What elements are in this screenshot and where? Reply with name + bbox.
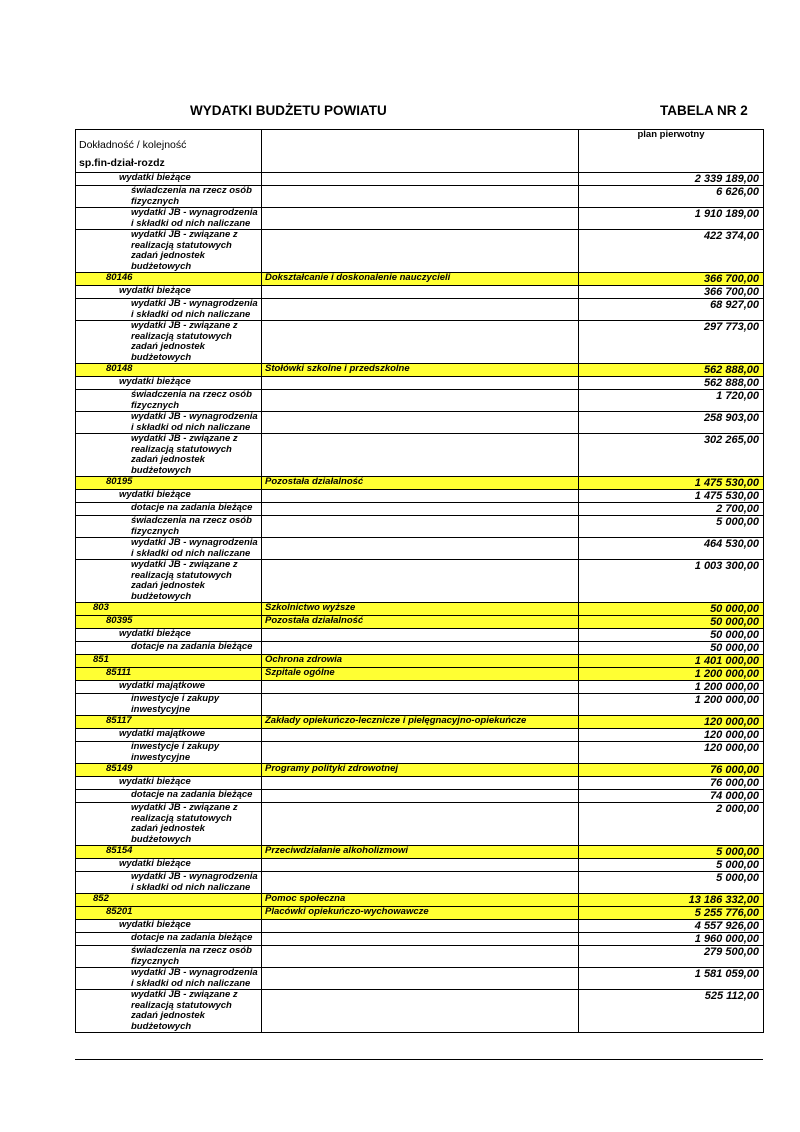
table-row-item (76, 173, 764, 186)
cell-classification (76, 777, 262, 790)
table-row-item (76, 208, 764, 230)
cell-amount: 1 003 300,00 (579, 560, 764, 603)
cell-description: Pozostała działalność (262, 477, 579, 490)
cell-description (262, 390, 579, 412)
cell-description (262, 790, 579, 803)
cell-classification (76, 933, 262, 946)
cell-description (262, 503, 579, 516)
cell-amount: 525 112,00 (579, 990, 764, 1033)
cell-amount: 5 000,00 (579, 872, 764, 894)
cell-classification (76, 477, 262, 490)
cell-amount: 1 401 000,00 (579, 655, 764, 668)
cell-description (262, 872, 579, 894)
cell-amount: 2 700,00 (579, 503, 764, 516)
cell-description (262, 742, 579, 764)
classification-label: 852 (93, 893, 109, 904)
cell-description: Placówki opiekuńczo-wychowawcze (262, 907, 579, 920)
cell-classification (76, 230, 262, 273)
table-row-item (76, 434, 764, 477)
classification-label: 85154 (106, 845, 133, 856)
classification-label: wydatki JB - związane z realizacją statutowych zadań jednostek budżetowych (131, 320, 238, 363)
classification-label: wydatki JB - związane z realizacją statutowych zadań jednostek budżetowych (131, 433, 238, 476)
classification-label: dotacje na zadania bieżące (131, 641, 253, 652)
table-row-item (76, 230, 764, 273)
cell-classification (76, 186, 262, 208)
cell-classification (76, 920, 262, 933)
classification-label: dotacje na zadania bieżące (131, 502, 253, 513)
classification-label: świadczenia na rzecz osób fizycznych (131, 389, 252, 411)
classification-label: wydatki JB - związane z realizacją statutowych zadań jednostek budżetowych (131, 989, 238, 1032)
cell-amount: 50 000,00 (579, 629, 764, 642)
table-row-item (76, 377, 764, 390)
classification-label: wydatki bieżące (119, 172, 191, 183)
table-row-code (76, 668, 764, 681)
classification-label: 80146 (106, 272, 133, 283)
table-row-item (76, 803, 764, 846)
cell-amount: 366 700,00 (579, 273, 764, 286)
cell-amount: 120 000,00 (579, 742, 764, 764)
cell-description (262, 299, 579, 321)
cell-amount: 76 000,00 (579, 764, 764, 777)
table-row-item (76, 920, 764, 933)
cell-description (262, 933, 579, 946)
cell-description: Dokształcanie i doskonalenie nauczycieli (262, 273, 579, 286)
table-row-item (76, 321, 764, 364)
cell-amount: 366 700,00 (579, 286, 764, 299)
table-row-item (76, 286, 764, 299)
cell-classification (76, 694, 262, 716)
classification-label: wydatki JB - wynagrodzenia i składki od nich naliczane (131, 871, 258, 893)
cell-amount: 1 960 000,00 (579, 933, 764, 946)
classification-label: 80148 (106, 363, 133, 374)
cell-amount: 302 265,00 (579, 434, 764, 477)
cell-amount: 1 720,00 (579, 390, 764, 412)
cell-amount: 1 910 189,00 (579, 208, 764, 230)
cell-description (262, 412, 579, 434)
cell-description (262, 777, 579, 790)
classification-label: 803 (93, 602, 109, 613)
table-row-code (76, 716, 764, 729)
cell-classification (76, 412, 262, 434)
cell-classification (76, 390, 262, 412)
cell-description (262, 694, 579, 716)
cell-classification (76, 321, 262, 364)
cell-amount: 4 557 926,00 (579, 920, 764, 933)
cell-description (262, 377, 579, 390)
cell-description (262, 490, 579, 503)
cell-amount: 422 374,00 (579, 230, 764, 273)
cell-classification (76, 742, 262, 764)
cell-amount: 50 000,00 (579, 603, 764, 616)
classification-label: dotacje na zadania bieżące (131, 932, 253, 943)
cell-description (262, 286, 579, 299)
cell-amount: 5 000,00 (579, 859, 764, 872)
cell-amount: 2 339 189,00 (579, 173, 764, 186)
cell-description: Pomoc społeczna (262, 894, 579, 907)
classification-label: 85111 (106, 667, 132, 678)
classification-label: wydatki bieżące (119, 858, 191, 869)
classification-label: inwestycje i zakupy inwestycyjne (131, 741, 220, 763)
classification-label: 85149 (106, 763, 133, 774)
classification-label: świadczenia na rzecz osób fizycznych (131, 515, 252, 537)
cell-amount: 1 581 059,00 (579, 968, 764, 990)
cell-amount: 258 903,00 (579, 412, 764, 434)
column-header-plan: plan pierwotny (579, 130, 764, 173)
cell-classification (76, 894, 262, 907)
cell-amount: 2 000,00 (579, 803, 764, 846)
classification-label: 851 (93, 654, 109, 665)
cell-classification (76, 790, 262, 803)
classification-label: 85117 (106, 715, 132, 726)
cell-classification (76, 538, 262, 560)
cell-amount: 1 475 530,00 (579, 477, 764, 490)
cell-description (262, 173, 579, 186)
table-row-code (76, 616, 764, 629)
cell-classification (76, 907, 262, 920)
cell-classification (76, 299, 262, 321)
cell-classification (76, 716, 262, 729)
column-header-description (262, 130, 579, 173)
classification-label: wydatki bieżące (119, 919, 191, 930)
table-row-item (76, 490, 764, 503)
table-row-code (76, 477, 764, 490)
cell-description (262, 629, 579, 642)
table-row-item (76, 872, 764, 894)
cell-classification (76, 655, 262, 668)
cell-description (262, 560, 579, 603)
cell-description (262, 230, 579, 273)
table-row-item (76, 299, 764, 321)
cell-amount: 464 530,00 (579, 538, 764, 560)
cell-amount: 5 000,00 (579, 846, 764, 859)
table-row-item (76, 968, 764, 990)
classification-label: wydatki JB - wynagrodzenia i składki od nich naliczane (131, 298, 258, 320)
cell-classification (76, 872, 262, 894)
cell-classification (76, 729, 262, 742)
table-row-code (76, 907, 764, 920)
table-row-item (76, 694, 764, 716)
cell-description (262, 516, 579, 538)
cell-amount: 5 000,00 (579, 516, 764, 538)
cell-classification (76, 273, 262, 286)
table-header-row (76, 130, 764, 173)
cell-amount: 50 000,00 (579, 616, 764, 629)
cell-classification (76, 629, 262, 642)
cell-description (262, 681, 579, 694)
cell-classification (76, 208, 262, 230)
cell-description (262, 946, 579, 968)
cell-amount: 68 927,00 (579, 299, 764, 321)
table-row-item (76, 742, 764, 764)
table-row-item (76, 729, 764, 742)
table-row-code (76, 655, 764, 668)
cell-description: Przeciwdziałanie alkoholizmowi (262, 846, 579, 859)
classification-label: wydatki JB - wynagrodzenia i składki od nich naliczane (131, 207, 258, 229)
budget-table (75, 129, 764, 1033)
classification-label: wydatki bieżące (119, 489, 191, 500)
table-row-item (76, 186, 764, 208)
table-row-item (76, 516, 764, 538)
cell-amount: 562 888,00 (579, 377, 764, 390)
cell-amount: 76 000,00 (579, 777, 764, 790)
cell-amount: 120 000,00 (579, 716, 764, 729)
classification-label: wydatki JB - wynagrodzenia i składki od nich naliczane (131, 967, 258, 989)
cell-description (262, 803, 579, 846)
classification-label: wydatki JB - wynagrodzenia i składki od nich naliczane (131, 537, 258, 559)
table-row-item (76, 390, 764, 412)
table-body (76, 173, 764, 1033)
cell-description: Stołówki szkolne i przedszkolne (262, 364, 579, 377)
cell-classification (76, 846, 262, 859)
cell-classification (76, 377, 262, 390)
cell-classification (76, 642, 262, 655)
cell-classification (76, 681, 262, 694)
cell-classification (76, 616, 262, 629)
table-row-code (76, 846, 764, 859)
cell-classification (76, 803, 262, 846)
page-title: WYDATKI BUDŻETU POWIATU (190, 103, 387, 118)
cell-description: Pozostała działalność (262, 616, 579, 629)
cell-amount: 1 200 000,00 (579, 681, 764, 694)
cell-amount: 50 000,00 (579, 642, 764, 655)
table-row-item (76, 412, 764, 434)
table-row-item (76, 629, 764, 642)
classification-label: wydatki JB - związane z realizacją statutowych zadań jednostek budżetowych (131, 229, 238, 272)
cell-description (262, 859, 579, 872)
classification-label: wydatki majątkowe (119, 680, 206, 691)
cell-amount: 6 626,00 (579, 186, 764, 208)
classification-label: wydatki bieżące (119, 376, 191, 387)
cell-description: Ochrona zdrowia (262, 655, 579, 668)
classification-label: dotacje na zadania bieżące (131, 789, 253, 800)
table-number: TABELA NR 2 (660, 103, 748, 118)
table-row-item (76, 990, 764, 1033)
header-precision-label: Dokładność / kolejność (79, 139, 187, 151)
cell-classification (76, 364, 262, 377)
cell-classification (76, 173, 262, 186)
header-classification-label: sp.fin-dział-rozdz (79, 156, 165, 169)
cell-classification (76, 968, 262, 990)
table-row-item (76, 946, 764, 968)
cell-description (262, 990, 579, 1033)
classification-label: wydatki majątkowe (119, 728, 206, 739)
cell-description: Szpitale ogólne (262, 668, 579, 681)
cell-amount: 13 186 332,00 (579, 894, 764, 907)
table-row-item (76, 538, 764, 560)
cell-amount: 279 500,00 (579, 946, 764, 968)
table-row-item (76, 503, 764, 516)
cell-description (262, 434, 579, 477)
table-row-code (76, 364, 764, 377)
table-row-item (76, 777, 764, 790)
table-row-code (76, 273, 764, 286)
cell-description (262, 968, 579, 990)
cell-classification (76, 560, 262, 603)
table-row-item (76, 642, 764, 655)
cell-description (262, 538, 579, 560)
cell-description (262, 208, 579, 230)
cell-description (262, 729, 579, 742)
classification-label: świadczenia na rzecz osób fizycznych (131, 945, 252, 967)
cell-amount: 562 888,00 (579, 364, 764, 377)
table-row-code (76, 894, 764, 907)
cell-amount: 1 200 000,00 (579, 668, 764, 681)
classification-label: 80195 (106, 476, 133, 487)
cell-classification (76, 516, 262, 538)
classification-label: wydatki JB - związane z realizacją statutowych zadań jednostek budżetowych (131, 802, 238, 845)
cell-classification (76, 990, 262, 1033)
table-row-item (76, 681, 764, 694)
classification-label: wydatki JB - wynagrodzenia i składki od nich naliczane (131, 411, 258, 433)
cell-description: Programy polityki zdrowotnej (262, 764, 579, 777)
classification-label: inwestycje i zakupy inwestycyjne (131, 693, 220, 715)
cell-description: Szkolnictwo wyższe (262, 603, 579, 616)
classification-label: wydatki bieżące (119, 285, 191, 296)
classification-label: wydatki JB - związane z realizacją statutowych zadań jednostek budżetowych (131, 559, 238, 602)
cell-amount: 5 255 776,00 (579, 907, 764, 920)
classification-label: wydatki bieżące (119, 776, 191, 787)
table-row-code (76, 603, 764, 616)
column-header-code (76, 130, 262, 173)
cell-amount: 120 000,00 (579, 729, 764, 742)
cell-amount: 297 773,00 (579, 321, 764, 364)
cell-amount: 1 200 000,00 (579, 694, 764, 716)
cell-classification (76, 946, 262, 968)
cell-amount: 1 475 530,00 (579, 490, 764, 503)
classification-label: świadczenia na rzecz osób fizycznych (131, 185, 252, 207)
cell-classification (76, 434, 262, 477)
table-row-item (76, 560, 764, 603)
table-row-item (76, 933, 764, 946)
cell-classification (76, 603, 262, 616)
cell-classification (76, 286, 262, 299)
cell-classification (76, 668, 262, 681)
footer-divider (75, 1059, 763, 1060)
cell-classification (76, 859, 262, 872)
cell-amount: 74 000,00 (579, 790, 764, 803)
table-row-item (76, 790, 764, 803)
classification-label: wydatki bieżące (119, 628, 191, 639)
cell-description (262, 321, 579, 364)
table-row-code (76, 764, 764, 777)
table-row-item (76, 859, 764, 872)
cell-description: Zakłady opiekuńczo-lecznicze i pielęgnacyjno-opiekuńcze (262, 716, 579, 729)
cell-classification (76, 490, 262, 503)
cell-classification (76, 764, 262, 777)
cell-description (262, 186, 579, 208)
cell-classification (76, 503, 262, 516)
cell-description (262, 642, 579, 655)
classification-label: 85201 (106, 906, 133, 917)
classification-label: 80395 (106, 615, 133, 626)
cell-description (262, 920, 579, 933)
